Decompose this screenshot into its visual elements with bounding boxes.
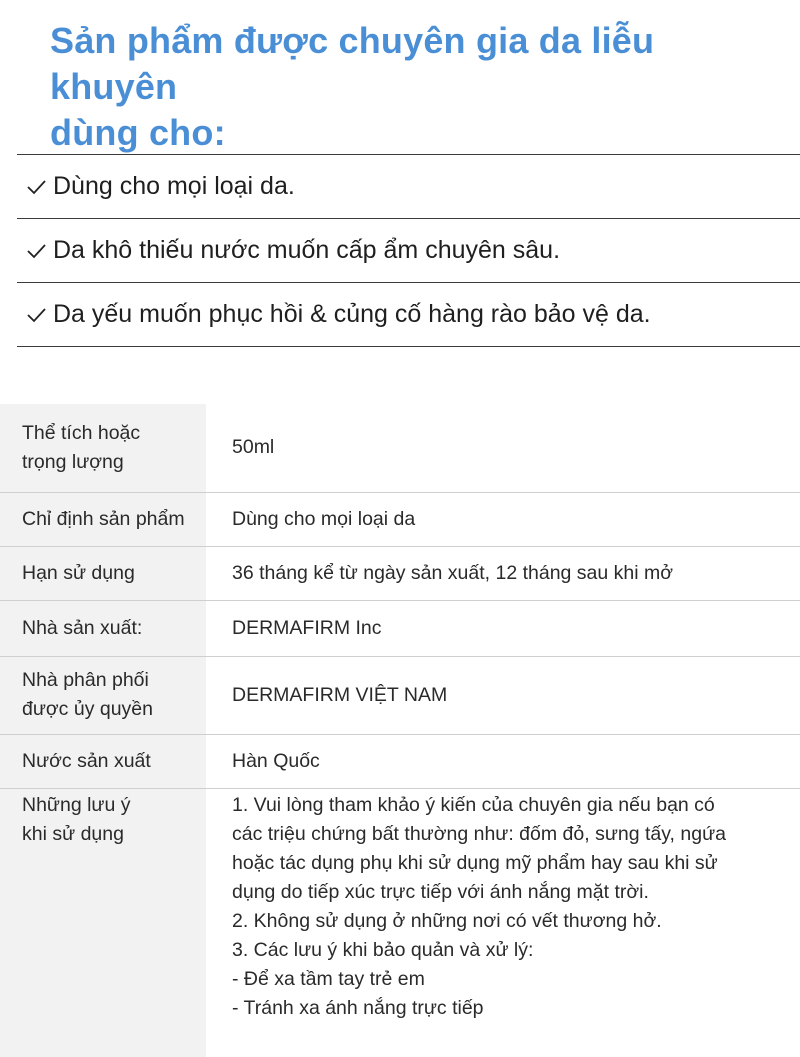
note-line: - Để xa tầm tay trẻ em [232, 967, 425, 990]
note-line: các triệu chứng bất thường như: đốm đỏ, sưng tấy, ngứa [232, 822, 726, 845]
spec-value: Dùng cho mọi loại da [206, 492, 800, 546]
spec-row-distributor [0, 656, 800, 734]
section-heading [50, 18, 770, 156]
spec-label-line: Những lưu ý [22, 793, 131, 816]
check-icon [25, 240, 47, 262]
note-line: 1. Vui lòng tham khảo ý kiến của chuyên gia nếu bạn có [232, 793, 715, 816]
spec-label: Nước sản xuất [0, 734, 206, 788]
spec-value: DERMAFIRM Inc [206, 600, 800, 656]
heading-line-1: Sản phẩm được chuyên gia da liễu khuyên [50, 20, 655, 107]
check-item-text: Da yếu muốn phục hồi & củng cố hàng rào bảo vệ da. [53, 300, 651, 328]
spec-label: Hạn sử dụng [0, 546, 206, 600]
spec-row-manufacturer [0, 600, 800, 656]
spec-row-shelf-life [0, 546, 800, 600]
spec-value: 50ml [206, 404, 800, 492]
spec-row-notes [0, 788, 800, 1057]
check-icon [25, 176, 47, 198]
spec-value: Hàn Quốc [206, 734, 800, 788]
check-item-text: Dùng cho mọi loại da. [53, 172, 295, 200]
note-line: dụng do tiếp xúc trực tiếp với ánh nắng mặt trời. [232, 880, 649, 903]
note-line: hoặc tác dụng phụ khi sử dụng mỹ phẩm hay sau khi sử [232, 851, 718, 874]
spec-label [0, 404, 206, 492]
note-line: 3. Các lưu ý khi bảo quản và xử lý: [232, 938, 534, 961]
recommendation-checklist [17, 154, 800, 347]
product-spec-table [0, 404, 800, 1057]
spec-value: 36 tháng kể từ ngày sản xuất, 12 tháng sau khi mở [206, 546, 800, 600]
check-item [17, 219, 800, 283]
check-item [17, 155, 800, 219]
check-item-text: Da khô thiếu nước muốn cấp ẩm chuyên sâu. [53, 236, 561, 264]
spec-value-notes [206, 788, 800, 1057]
note-line: - Tránh xa ánh nắng trực tiếp [232, 996, 484, 1019]
spec-label [0, 788, 206, 1057]
heading-line-2: dùng cho: [50, 112, 226, 153]
spec-label-line: khi sử dụng [22, 822, 124, 845]
check-icon [25, 304, 47, 326]
spec-label-line: trọng lượng [22, 450, 124, 473]
check-item [17, 283, 800, 347]
spec-row-indication [0, 492, 800, 546]
spec-label [0, 656, 206, 734]
spec-row-origin [0, 734, 800, 788]
spec-value: DERMAFIRM VIỆT NAM [206, 656, 800, 734]
spec-label: Chỉ định sản phẩm [0, 492, 206, 546]
spec-label-line: được ủy quyền [22, 698, 153, 720]
spec-row-volume [0, 404, 800, 492]
spec-label: Nhà sản xuất: [0, 600, 206, 656]
note-line: 2. Không sử dụng ở những nơi có vết thương hở. [232, 909, 662, 932]
spec-label-line: Thể tích hoặc [22, 421, 141, 444]
spec-label-line: Nhà phân phối [22, 669, 149, 691]
